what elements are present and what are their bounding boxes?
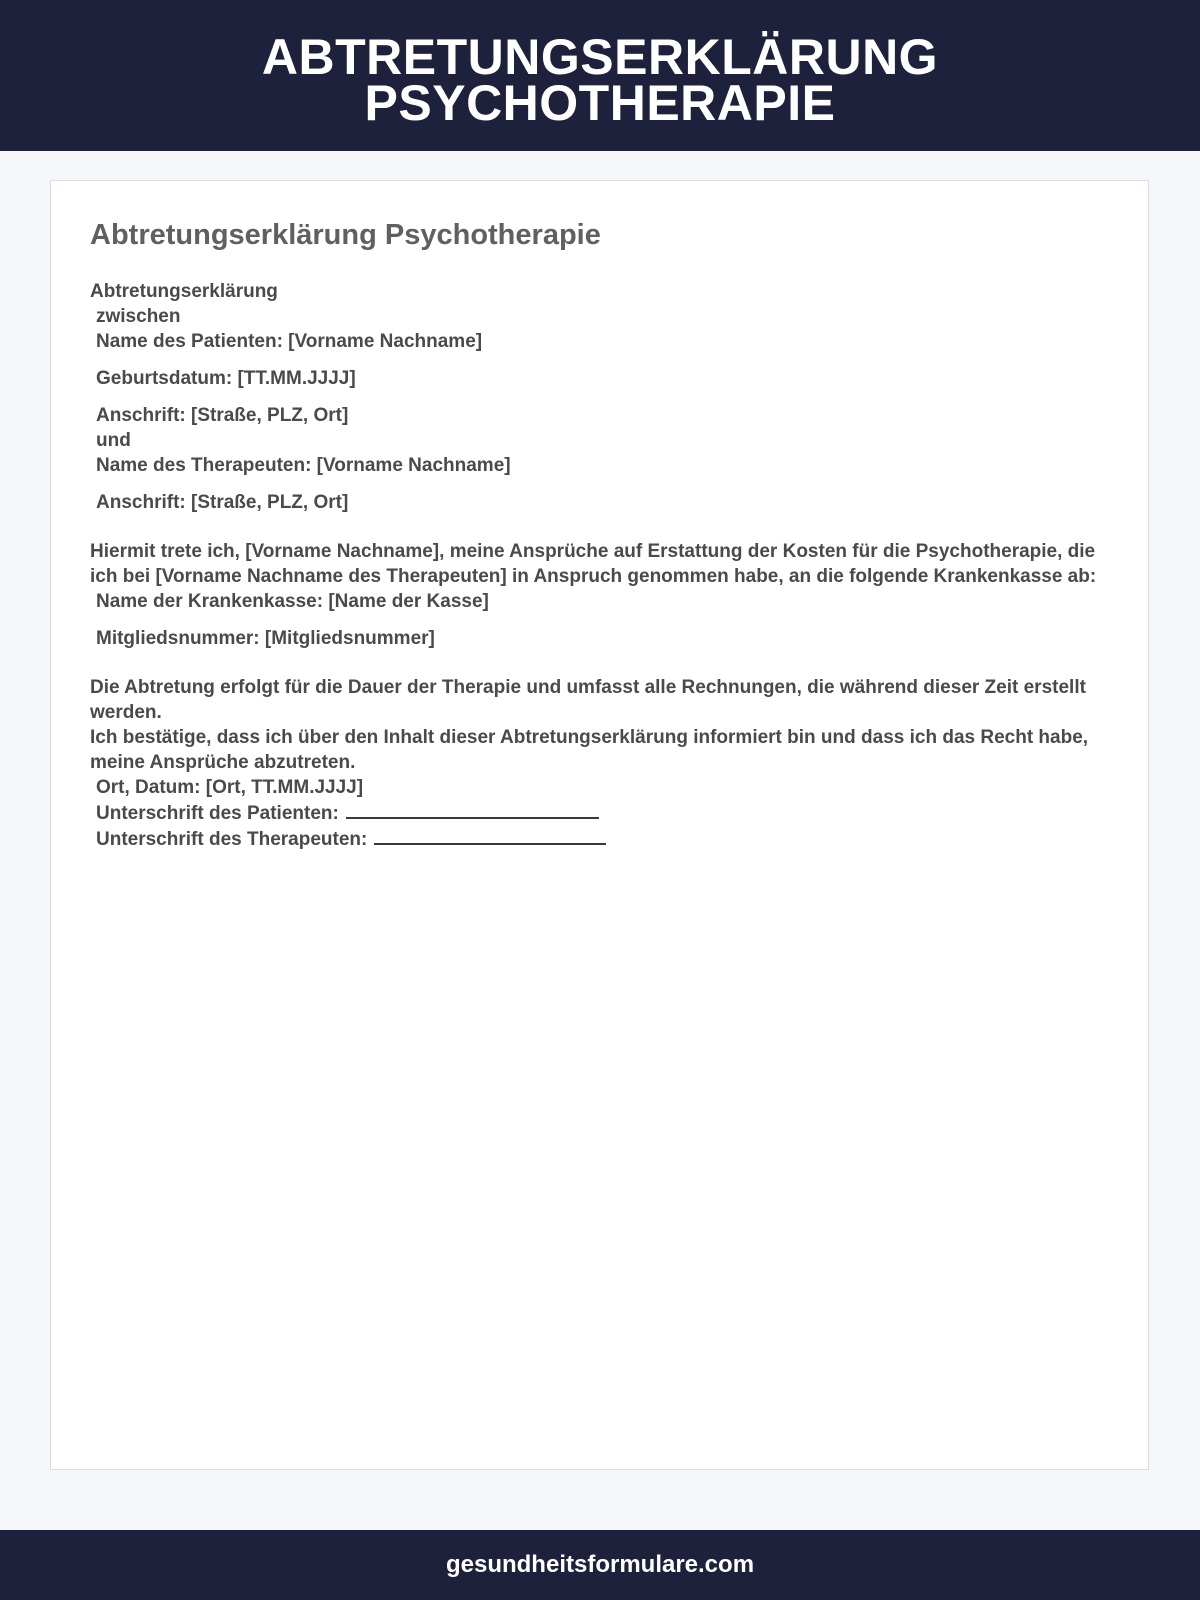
document-title: Abtretungserklärung Psychotherapie <box>90 219 601 251</box>
patient-signature-line[interactable] <box>346 800 599 819</box>
patient-name-field: Name des Patienten: [Vorname Nachname] <box>96 331 483 352</box>
duration-paragraph: Die Abtretung erfolgt für die Dauer der Therapie und umfasst alle Rechnungen, die während dieser Zeit erstellt werden. <box>90 677 1086 723</box>
therapist-name-field: Name des Therapeuten: [Vorname Nachname] <box>96 455 511 476</box>
patient-signature-row <box>90 800 1100 826</box>
page-footer <box>0 1530 1200 1600</box>
header-title-line-1: ABTRETUNGSERKLÄRUNG <box>261 29 939 85</box>
patient-address-field: Anschrift: [Straße, PLZ, Ort] <box>96 405 349 426</box>
footer-site-link[interactable]: gesundheitsformulare.com <box>445 1551 755 1578</box>
therapist-signature-row <box>90 826 1100 852</box>
therapist-address-field: Anschrift: [Straße, PLZ, Ort] <box>96 492 349 513</box>
heading-text: Abtretungserklärung <box>90 281 278 302</box>
place-date-field: Ort, Datum: [Ort, TT.MM.JJJJ] <box>96 777 364 798</box>
assignment-paragraph: Hiermit trete ich, [Vorname Nachname], meine Ansprüche auf Erstattung der Kosten für die Psychotherapie, die ich bei [Vorname Nachname des Therapeuten] in Anspruch genommen habe, an die folgende Krankenkasse ab: <box>90 541 1097 587</box>
and-text: und <box>96 430 131 451</box>
document-card <box>50 180 1149 1470</box>
birthdate-field: Geburtsdatum: [TT.MM.JJJJ] <box>96 368 356 389</box>
insurance-name-field: Name der Krankenkasse: [Name der Kasse] <box>96 591 489 612</box>
header-title-line-2: PSYCHOTHERAPIE <box>364 75 836 131</box>
member-number-field: Mitgliedsnummer: [Mitgliedsnummer] <box>96 628 435 649</box>
page-header <box>0 0 1200 151</box>
between-text: zwischen <box>96 306 181 327</box>
therapist-signature-line[interactable] <box>374 826 606 845</box>
confirmation-paragraph: Ich bestätige, dass ich über den Inhalt dieser Abtretungserklärung informiert bin und dass ich das Recht habe, meine Ansprüche abzutreten. <box>90 727 1089 773</box>
patient-signature-label: Unterschrift des Patienten: <box>96 803 339 824</box>
document-body <box>90 279 1100 852</box>
therapist-signature-label: Unterschrift des Therapeuten: <box>96 829 368 850</box>
